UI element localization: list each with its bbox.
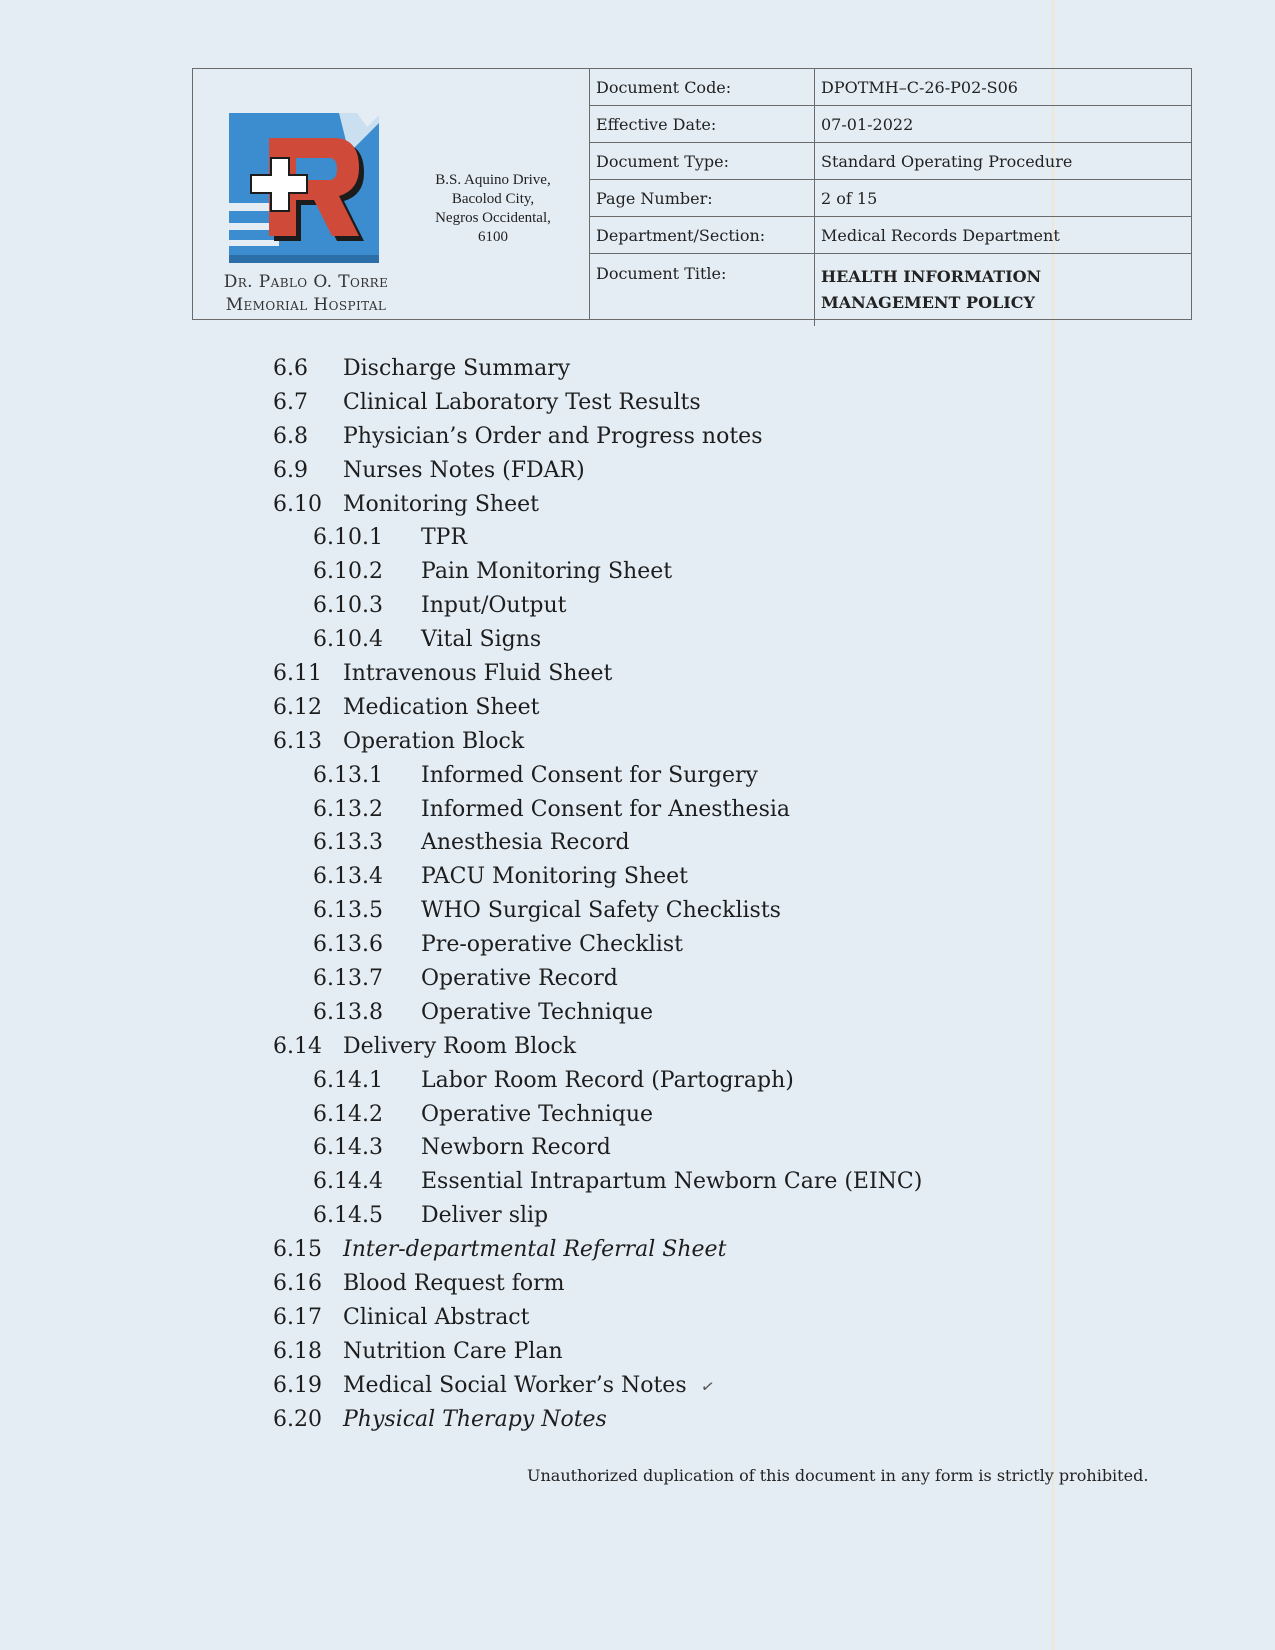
- table-row: [590, 217, 1191, 254]
- list-item: [273, 1098, 922, 1132]
- item-text: Inter-departmental Referral Sheet: [343, 1237, 727, 1263]
- table-row: [590, 180, 1191, 217]
- address-line: 6100: [478, 229, 508, 245]
- item-text: Blood Request form: [343, 1271, 565, 1297]
- item-number: 6.13.7: [313, 966, 383, 992]
- list-item: [273, 1267, 922, 1301]
- item-text: Vital Signs: [421, 627, 542, 653]
- table-row: [590, 106, 1191, 143]
- address-line: Negros Occidental,: [435, 210, 551, 226]
- address-line: B.S. Aquino Drive,: [435, 172, 551, 188]
- item-number: 6.13.8: [313, 999, 383, 1025]
- item-text: Clinical Abstract: [343, 1304, 530, 1330]
- item-number: 6.6: [273, 356, 308, 381]
- item-number: 6.10.2: [313, 559, 383, 585]
- item-number: 6.14.5: [313, 1203, 383, 1229]
- list-item: [273, 1369, 922, 1403]
- page-number-value: 2 of 15: [815, 180, 1192, 217]
- item-number: 6.14.3: [313, 1135, 383, 1161]
- field-label: Effective Date:: [590, 106, 815, 143]
- item-text: Monitoring Sheet: [343, 491, 539, 517]
- item-number: 6.15: [273, 1237, 322, 1263]
- item-text: Medical Social Worker’s Notes: [343, 1372, 687, 1398]
- list-item: [273, 962, 922, 996]
- table-row: [590, 143, 1191, 180]
- field-label: Department/Section:: [590, 217, 815, 254]
- item-text: Operative Record: [421, 966, 618, 992]
- list-item: [273, 793, 922, 827]
- effective-date-value: 07-01-2022: [815, 106, 1192, 143]
- item-text: Newborn Record: [421, 1135, 611, 1161]
- item-number: 6.13.5: [313, 898, 383, 924]
- item-number: 6.18: [273, 1338, 322, 1364]
- item-number: 6.13: [273, 728, 322, 754]
- item-number: 6.17: [273, 1304, 322, 1330]
- document-header: [192, 68, 1192, 320]
- item-number: 6.13.2: [313, 796, 383, 822]
- document-info-table: [590, 69, 1191, 326]
- item-text: Essential Intrapartum Newborn Care (EINC): [421, 1169, 923, 1195]
- item-number: 6.14.4: [313, 1169, 383, 1195]
- item-text: Operative Technique: [421, 1101, 654, 1127]
- document-title-line1: HEALTH INFORMATION: [821, 267, 1042, 286]
- list-item: [273, 725, 922, 759]
- item-number: 6.19: [273, 1372, 322, 1398]
- item-text: Medication Sheet: [343, 694, 540, 720]
- hospital-logo-icon: [229, 113, 399, 273]
- item-text: Informed Consent for Anesthesia: [421, 796, 791, 822]
- list-item: [273, 826, 922, 860]
- item-text: Discharge Summary: [343, 356, 571, 381]
- document-type-value: Standard Operating Procedure: [815, 143, 1192, 180]
- list-item: [273, 1030, 922, 1064]
- list-item: [273, 928, 922, 962]
- table-row: [590, 69, 1191, 106]
- hospital-name: [201, 271, 411, 317]
- list-item: [273, 454, 922, 488]
- list-item: [273, 1131, 922, 1165]
- list-item: [273, 352, 922, 386]
- item-number: 6.10.4: [313, 627, 383, 653]
- hospital-address: [413, 171, 573, 247]
- item-number: 6.13.3: [313, 830, 383, 856]
- hospital-name-line2: Memorial Hospital: [225, 295, 387, 315]
- item-number: 6.10.1: [313, 525, 383, 551]
- list-item: [273, 1165, 922, 1199]
- field-label: Document Title:: [590, 254, 815, 327]
- list-item: [273, 996, 922, 1030]
- item-text: Intravenous Fluid Sheet: [343, 661, 613, 687]
- list-item: [273, 555, 922, 589]
- list-item: [273, 1301, 922, 1335]
- item-text: Operative Technique: [421, 999, 654, 1025]
- table-row: [590, 254, 1191, 327]
- document-title-value: [815, 254, 1192, 327]
- item-number: 6.8: [273, 423, 308, 449]
- item-text: Operation Block: [343, 728, 525, 754]
- item-text: Clinical Laboratory Test Results: [343, 389, 701, 415]
- field-label: Document Code:: [590, 69, 815, 106]
- item-number: 6.13.4: [313, 864, 383, 890]
- item-number: 6.10: [273, 491, 322, 517]
- list-item: [273, 589, 922, 623]
- list-item: [273, 894, 922, 928]
- item-text: Labor Room Record (Partograph): [421, 1067, 794, 1093]
- item-number: 6.7: [273, 389, 308, 415]
- list-item: [273, 1064, 922, 1098]
- list-item: [273, 759, 922, 793]
- item-number: 6.20: [273, 1406, 322, 1432]
- item-text: Anesthesia Record: [421, 830, 630, 856]
- list-item: [273, 521, 922, 555]
- address-line: Bacolod City,: [451, 191, 535, 207]
- list-item: [273, 1233, 922, 1267]
- list-item: [273, 420, 922, 454]
- checkmark-icon: ✓: [699, 1375, 716, 1397]
- list-item: [273, 623, 922, 657]
- item-number: 6.10.3: [313, 593, 383, 619]
- list-item: [273, 1335, 922, 1369]
- item-number: 6.13.6: [313, 932, 383, 958]
- item-text: Physician’s Order and Progress notes: [343, 423, 763, 449]
- list-item: [273, 1199, 922, 1233]
- item-number: 6.12: [273, 694, 322, 720]
- item-number: 6.14: [273, 1033, 322, 1059]
- hospital-name-line1: Dr. Pablo O. Torre: [223, 272, 389, 292]
- footer-notice: Unauthorized duplication of this document in any form is strictly prohibited.: [527, 1466, 1149, 1485]
- item-text: Pre-operative Checklist: [421, 932, 683, 958]
- item-text: Input/Output: [421, 593, 567, 619]
- item-number: 6.16: [273, 1271, 322, 1297]
- item-text: TPR: [421, 525, 468, 551]
- item-text: Informed Consent for Surgery: [421, 762, 758, 788]
- list-item: [273, 657, 922, 691]
- logo-cell: [193, 69, 590, 319]
- item-number: 6.14.2: [313, 1101, 383, 1127]
- item-number: 6.13.1: [313, 762, 383, 788]
- item-text: Pain Monitoring Sheet: [421, 559, 673, 585]
- list-item: [273, 386, 922, 420]
- document-code-value: DPOTMH–C-26-P02-S06: [815, 69, 1192, 106]
- item-number: 6.11: [273, 661, 322, 687]
- field-label: Document Type:: [590, 143, 815, 180]
- item-text: PACU Monitoring Sheet: [421, 864, 689, 890]
- item-text: Deliver slip: [421, 1203, 549, 1229]
- list-item: [273, 691, 922, 725]
- document-title-line2: MANAGEMENT POLICY: [821, 293, 1035, 312]
- section-list: [273, 352, 922, 1437]
- item-text: Nutrition Care Plan: [343, 1338, 563, 1364]
- item-number: 6.14.1: [313, 1067, 383, 1093]
- list-item: [273, 1403, 922, 1437]
- item-text: Delivery Room Block: [343, 1033, 577, 1059]
- list-item: [273, 860, 922, 894]
- item-number: 6.9: [273, 457, 308, 483]
- item-text: Nurses Notes (FDAR): [343, 457, 585, 483]
- department-value: Medical Records Department: [815, 217, 1192, 254]
- list-item: [273, 488, 922, 522]
- item-text: WHO Surgical Safety Checklists: [421, 898, 781, 924]
- item-text: Physical Therapy Notes: [343, 1406, 607, 1432]
- field-label: Page Number:: [590, 180, 815, 217]
